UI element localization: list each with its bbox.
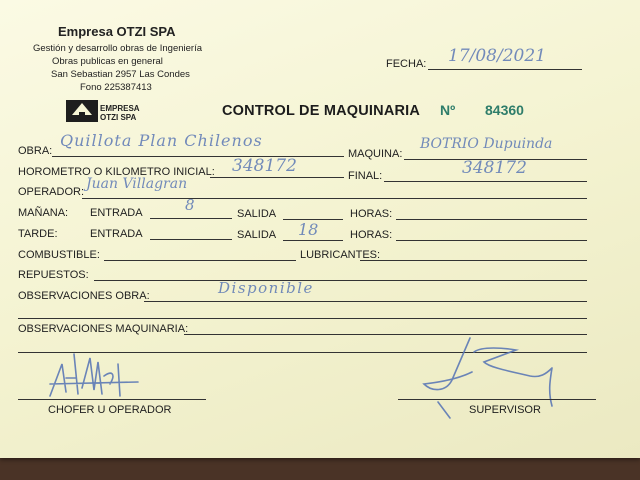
lubricantes-line bbox=[360, 260, 587, 261]
combustible-label: COMBUSTIBLE: bbox=[18, 249, 100, 261]
chofer-line bbox=[18, 399, 206, 400]
company-line-2: Obras publicas en general bbox=[52, 56, 163, 67]
fecha-value: 17/08/2021 bbox=[448, 46, 546, 66]
company-phone: Fono 225387413 bbox=[80, 82, 152, 93]
horometro-value: 348172 bbox=[232, 156, 297, 176]
number-label: Nº bbox=[440, 102, 456, 118]
tarde-salida-value: 18 bbox=[298, 220, 319, 239]
form-number: 84360 bbox=[485, 102, 524, 118]
logo-text-1: EMPRESA bbox=[100, 104, 140, 113]
obs-obra-value: Disponible bbox=[218, 279, 314, 297]
manana-entrada-line bbox=[150, 218, 232, 219]
fecha-line bbox=[428, 69, 582, 70]
supervisor-line bbox=[398, 399, 596, 400]
final-label: FINAL: bbox=[348, 170, 383, 182]
manana-salida-label: SALIDA bbox=[237, 208, 277, 220]
logo-text-2: OTZI SPA bbox=[100, 113, 137, 122]
operador-label: OPERADOR: bbox=[18, 186, 85, 198]
combustible-line bbox=[104, 260, 296, 261]
repuestos-line bbox=[94, 280, 587, 281]
horometro-line bbox=[210, 177, 344, 178]
final-value: 348172 bbox=[462, 158, 527, 178]
tarde-entrada-line bbox=[150, 239, 232, 240]
tarde-salida-line bbox=[283, 240, 343, 241]
obra-value: Quillota Plan Chilenos bbox=[60, 131, 263, 150]
supervisor-label: SUPERVISOR bbox=[469, 404, 541, 416]
tarde-horas-label: HORAS: bbox=[350, 229, 393, 241]
obs-obra-label: OBSERVACIONES OBRA: bbox=[18, 290, 150, 302]
lubricantes-label: LUBRICANTES: bbox=[300, 249, 381, 261]
obra-label: OBRA: bbox=[18, 145, 53, 157]
operador-line bbox=[82, 198, 587, 199]
tarde-entrada-label: ENTRADA bbox=[90, 228, 143, 240]
repuestos-label: REPUESTOS: bbox=[18, 269, 89, 281]
tarde-horas-line bbox=[396, 240, 587, 241]
company-logo-icon bbox=[66, 100, 98, 122]
manana-label: MAÑANA: bbox=[18, 207, 69, 219]
maquina-value: BOTRIO Dupuinda bbox=[420, 136, 553, 152]
obs-maq-label: OBSERVACIONES MAQUINARIA: bbox=[18, 323, 189, 335]
company-name: Empresa OTZI SPA bbox=[58, 24, 176, 39]
operador-value: Juan Villagran bbox=[86, 176, 188, 192]
obs-obra-line-2 bbox=[18, 318, 587, 319]
manana-horas-line bbox=[396, 219, 587, 220]
horometro-label: HOROMETRO O KILOMETRO INICIAL: bbox=[18, 166, 215, 178]
company-line-1: Gestión y desarrollo obras de Ingeniería bbox=[33, 43, 202, 54]
obs-obra-line bbox=[144, 301, 587, 302]
company-address: San Sebastian 2957 Las Condes bbox=[51, 69, 190, 80]
obra-line bbox=[52, 156, 344, 157]
maquina-label: MAQUINA: bbox=[348, 148, 403, 160]
final-line bbox=[384, 181, 587, 182]
manana-entrada-label: ENTRADA bbox=[90, 207, 143, 219]
manana-horas-label: HORAS: bbox=[350, 208, 393, 220]
tarde-label: TARDE: bbox=[18, 228, 58, 240]
manana-entrada-value: 8 bbox=[185, 196, 195, 214]
chofer-label: CHOFER U OPERADOR bbox=[48, 404, 172, 416]
chofer-signature bbox=[40, 344, 150, 404]
form-title: CONTROL DE MAQUINARIA bbox=[222, 103, 421, 119]
fecha-label: FECHA: bbox=[386, 58, 427, 70]
tarde-salida-label: SALIDA bbox=[237, 229, 277, 241]
